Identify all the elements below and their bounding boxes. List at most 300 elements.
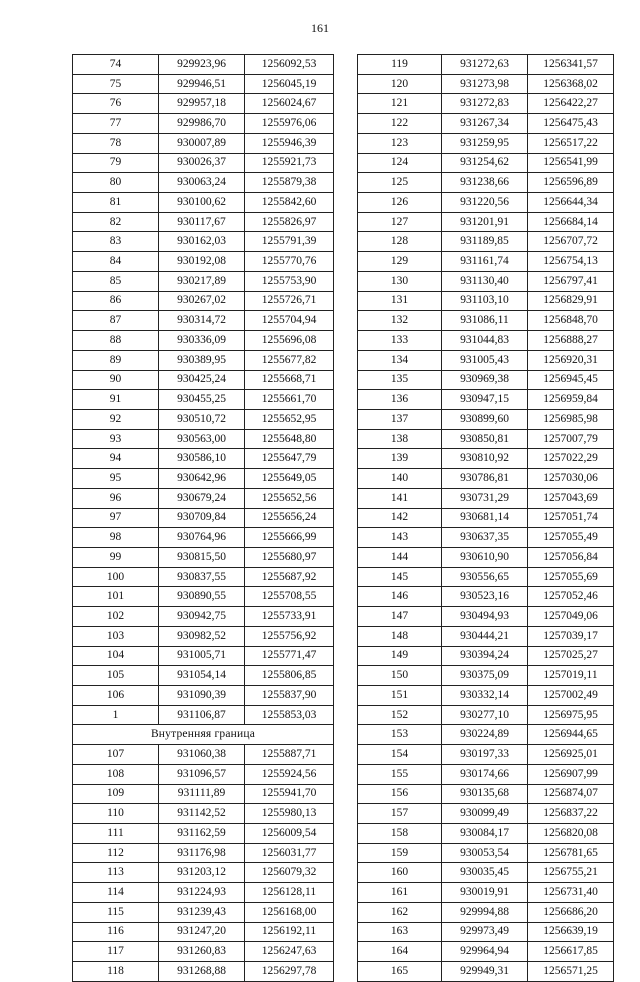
point-number-cell: 81 [73,193,159,213]
point-number-cell: 82 [73,212,159,232]
point-number-cell: 104 [73,646,159,666]
y-coordinate-cell: 1256541,99 [528,153,614,173]
point-number-cell: 131 [358,291,442,311]
table-row [358,863,614,883]
y-coordinate-cell: 1256684,14 [528,212,614,232]
table-row [358,271,614,291]
x-coordinate-cell: 930731,29 [442,488,528,508]
y-coordinate-cell: 1256754,13 [528,252,614,272]
x-coordinate-cell: 930063,24 [159,173,245,193]
y-coordinate-cell: 1255704,94 [245,311,334,331]
x-coordinate-cell: 931238,66 [442,173,528,193]
point-number-cell: 101 [73,587,159,607]
table-row [358,94,614,114]
x-coordinate-cell: 930890,55 [159,587,245,607]
table-row [358,370,614,390]
x-coordinate-cell: 929946,51 [159,74,245,94]
point-number-cell: 115 [73,902,159,922]
table-row [73,764,334,784]
x-coordinate-cell: 930709,84 [159,508,245,528]
table-row [358,429,614,449]
x-coordinate-cell: 930217,89 [159,271,245,291]
table-row [358,764,614,784]
point-number-cell: 132 [358,311,442,331]
point-number-cell: 106 [73,686,159,706]
table-row [73,922,334,942]
y-coordinate-cell: 1256639,19 [528,922,614,942]
table-row [358,291,614,311]
point-number-cell: 133 [358,331,442,351]
x-coordinate-cell: 930099,49 [442,804,528,824]
x-coordinate-cell: 930197,33 [442,745,528,765]
table-row [73,745,334,765]
x-coordinate-cell: 931086,11 [442,311,528,331]
x-coordinate-cell: 930810,92 [442,449,528,469]
table-row [73,666,334,686]
x-coordinate-cell: 930026,37 [159,153,245,173]
y-coordinate-cell: 1256368,02 [528,74,614,94]
table-row [358,587,614,607]
table-row [73,232,334,252]
y-coordinate-cell: 1255941,70 [245,784,334,804]
x-coordinate-cell: 930899,60 [442,409,528,429]
y-coordinate-cell: 1255648,80 [245,429,334,449]
point-number-cell: 109 [73,784,159,804]
point-number-cell: 149 [358,646,442,666]
y-coordinate-cell: 1255842,60 [245,193,334,213]
point-number-cell: 130 [358,271,442,291]
table-row [73,646,334,666]
x-coordinate-cell: 930224,89 [442,725,528,745]
y-coordinate-cell: 1256024,67 [245,94,334,114]
y-coordinate-cell: 1255791,39 [245,232,334,252]
point-number-cell: 89 [73,350,159,370]
x-coordinate-cell: 931247,20 [159,922,245,942]
x-coordinate-cell: 931254,62 [442,153,528,173]
y-coordinate-cell: 1256925,01 [528,745,614,765]
point-number-cell: 156 [358,784,442,804]
point-number-cell: 97 [73,508,159,528]
x-coordinate-cell: 930267,02 [159,291,245,311]
table-row [358,922,614,942]
x-coordinate-cell: 930969,38 [442,370,528,390]
y-coordinate-cell: 1256092,53 [245,55,334,75]
x-coordinate-cell: 930444,21 [442,626,528,646]
point-number-cell: 136 [358,390,442,410]
table-row [358,547,614,567]
x-coordinate-cell: 931060,38 [159,745,245,765]
y-coordinate-cell: 1257049,06 [528,607,614,627]
x-coordinate-cell: 931220,56 [442,193,528,213]
y-coordinate-cell: 1256517,22 [528,133,614,153]
x-coordinate-cell: 931267,34 [442,114,528,134]
x-coordinate-cell: 929923,96 [159,55,245,75]
point-number-cell: 142 [358,508,442,528]
table-row [73,114,334,134]
table-row [358,843,614,863]
x-coordinate-cell: 930586,10 [159,449,245,469]
x-coordinate-cell: 930019,91 [442,883,528,903]
x-coordinate-cell: 931054,14 [159,666,245,686]
y-coordinate-cell: 1256920,31 [528,350,614,370]
y-coordinate-cell: 1256848,70 [528,311,614,331]
y-coordinate-cell: 1256168,00 [245,902,334,922]
point-number-cell: 107 [73,745,159,765]
coordinates-table-left-body [73,55,334,982]
x-coordinate-cell: 930523,16 [442,587,528,607]
y-coordinate-cell: 1255687,92 [245,567,334,587]
table-row [73,94,334,114]
x-coordinate-cell: 930314,72 [159,311,245,331]
table-row [73,212,334,232]
x-coordinate-cell: 931130,40 [442,271,528,291]
point-number-cell: 78 [73,133,159,153]
x-coordinate-cell: 931273,98 [442,74,528,94]
y-coordinate-cell: 1255837,90 [245,686,334,706]
table-row [358,508,614,528]
point-number-cell: 135 [358,370,442,390]
point-number-cell: 152 [358,705,442,725]
table-row [73,488,334,508]
table-row [358,409,614,429]
x-coordinate-cell: 931096,57 [159,764,245,784]
y-coordinate-cell: 1257055,69 [528,567,614,587]
point-number-cell: 75 [73,74,159,94]
x-coordinate-cell: 930610,90 [442,547,528,567]
x-coordinate-cell: 930455,25 [159,390,245,410]
y-coordinate-cell: 1255726,71 [245,291,334,311]
point-number-cell: 157 [358,804,442,824]
x-coordinate-cell: 930637,35 [442,528,528,548]
point-number-cell: 88 [73,331,159,351]
point-number-cell: 164 [358,942,442,962]
x-coordinate-cell: 930679,24 [159,488,245,508]
point-number-cell: 77 [73,114,159,134]
table-row [73,193,334,213]
table-row [73,942,334,962]
x-coordinate-cell: 930510,72 [159,409,245,429]
point-number-cell: 99 [73,547,159,567]
table-row [73,686,334,706]
x-coordinate-cell: 930035,45 [442,863,528,883]
point-number-cell: 94 [73,449,159,469]
point-number-cell: 163 [358,922,442,942]
table-row [73,567,334,587]
x-coordinate-cell: 931201,91 [442,212,528,232]
y-coordinate-cell: 1255770,76 [245,252,334,272]
x-coordinate-cell: 930100,62 [159,193,245,213]
page-number: 161 [311,21,329,35]
point-number-cell: 117 [73,942,159,962]
x-coordinate-cell: 930563,00 [159,429,245,449]
table-row [73,350,334,370]
table-row [358,725,614,745]
y-coordinate-cell: 1256617,85 [528,942,614,962]
x-coordinate-cell: 931189,85 [442,232,528,252]
y-coordinate-cell: 1255649,05 [245,469,334,489]
table-row [358,745,614,765]
x-coordinate-cell: 930942,75 [159,607,245,627]
point-number-cell: 114 [73,883,159,903]
x-coordinate-cell: 930837,55 [159,567,245,587]
x-coordinate-cell: 930053,54 [442,843,528,863]
y-coordinate-cell: 1255879,38 [245,173,334,193]
y-coordinate-cell: 1256422,27 [528,94,614,114]
point-number-cell: 129 [358,252,442,272]
coordinates-table-right-body [358,55,614,982]
x-coordinate-cell: 931161,74 [442,252,528,272]
x-coordinate-cell: 931044,83 [442,331,528,351]
point-number-cell: 116 [73,922,159,942]
x-coordinate-cell: 931111,89 [159,784,245,804]
x-coordinate-cell: 930336,09 [159,331,245,351]
point-number-cell: 118 [73,962,159,982]
table-row [358,686,614,706]
table-row [73,55,334,75]
point-number-cell: 91 [73,390,159,410]
y-coordinate-cell: 1256829,91 [528,291,614,311]
x-coordinate-cell: 930786,81 [442,469,528,489]
table-row [73,133,334,153]
table-row [358,311,614,331]
table-row [73,252,334,272]
table-row [73,331,334,351]
section-header-row [73,725,334,745]
table-row [358,153,614,173]
table-row [358,705,614,725]
y-coordinate-cell: 1255976,06 [245,114,334,134]
y-coordinate-cell: 1257056,84 [528,547,614,567]
y-coordinate-cell: 1255806,85 [245,666,334,686]
x-coordinate-cell: 931103,10 [442,291,528,311]
y-coordinate-cell: 1256596,89 [528,173,614,193]
point-number-cell: 153 [358,725,442,745]
point-number-cell: 124 [358,153,442,173]
point-number-cell: 93 [73,429,159,449]
point-number-cell: 147 [358,607,442,627]
y-coordinate-cell: 1255921,73 [245,153,334,173]
point-number-cell: 85 [73,271,159,291]
point-number-cell: 112 [73,843,159,863]
y-coordinate-cell: 1255946,39 [245,133,334,153]
y-coordinate-cell: 1256686,20 [528,902,614,922]
x-coordinate-cell: 930425,24 [159,370,245,390]
table-row [358,942,614,962]
x-coordinate-cell: 930850,81 [442,429,528,449]
y-coordinate-cell: 1257022,29 [528,449,614,469]
x-coordinate-cell: 931239,43 [159,902,245,922]
y-coordinate-cell: 1256031,77 [245,843,334,863]
x-coordinate-cell: 931005,43 [442,350,528,370]
point-number-cell: 155 [358,764,442,784]
table-row [73,173,334,193]
x-coordinate-cell: 931176,98 [159,843,245,863]
x-coordinate-cell: 931106,87 [159,705,245,725]
table-row [73,626,334,646]
point-number-cell: 95 [73,469,159,489]
x-coordinate-cell: 931272,63 [442,55,528,75]
point-number-cell: 122 [358,114,442,134]
x-coordinate-cell: 931090,39 [159,686,245,706]
table-row [73,587,334,607]
y-coordinate-cell: 1257007,79 [528,429,614,449]
y-coordinate-cell: 1256247,63 [245,942,334,962]
table-row [358,133,614,153]
point-number-cell: 98 [73,528,159,548]
y-coordinate-cell: 1255652,95 [245,409,334,429]
y-coordinate-cell: 1256874,07 [528,784,614,804]
y-coordinate-cell: 1255647,79 [245,449,334,469]
x-coordinate-cell: 930642,96 [159,469,245,489]
table-row [358,567,614,587]
y-coordinate-cell: 1255826,97 [245,212,334,232]
table-row [358,804,614,824]
table-row [358,528,614,548]
point-number-cell: 120 [358,74,442,94]
point-number-cell: 165 [358,962,442,982]
point-number-cell: 150 [358,666,442,686]
x-coordinate-cell: 931162,59 [159,824,245,844]
x-coordinate-cell: 930084,17 [442,824,528,844]
x-coordinate-cell: 930394,24 [442,646,528,666]
y-coordinate-cell: 1257030,06 [528,469,614,489]
y-coordinate-cell: 1255666,99 [245,528,334,548]
x-coordinate-cell: 930389,95 [159,350,245,370]
y-coordinate-cell: 1256945,45 [528,370,614,390]
point-number-cell: 1 [73,705,159,725]
table-row [73,153,334,173]
y-coordinate-cell: 1256009,54 [245,824,334,844]
y-coordinate-cell: 1256571,25 [528,962,614,982]
point-number-cell: 83 [73,232,159,252]
y-coordinate-cell: 1256192,11 [245,922,334,942]
point-number-cell: 110 [73,804,159,824]
x-coordinate-cell: 931260,83 [159,942,245,962]
y-coordinate-cell: 1255661,70 [245,390,334,410]
table-row [73,843,334,863]
x-coordinate-cell: 929957,18 [159,94,245,114]
point-number-cell: 141 [358,488,442,508]
x-coordinate-cell: 931203,12 [159,863,245,883]
y-coordinate-cell: 1256975,95 [528,705,614,725]
table-row [73,547,334,567]
table-row [73,824,334,844]
y-coordinate-cell: 1255980,13 [245,804,334,824]
x-coordinate-cell: 929949,31 [442,962,528,982]
point-number-cell: 84 [73,252,159,272]
table-row [73,902,334,922]
x-coordinate-cell: 930117,67 [159,212,245,232]
y-coordinate-cell: 1256475,43 [528,114,614,134]
point-number-cell: 74 [73,55,159,75]
point-number-cell: 126 [358,193,442,213]
point-number-cell: 148 [358,626,442,646]
point-number-cell: 86 [73,291,159,311]
table-row [358,350,614,370]
y-coordinate-cell: 1257039,17 [528,626,614,646]
y-coordinate-cell: 1257025,27 [528,646,614,666]
point-number-cell: 87 [73,311,159,331]
y-coordinate-cell: 1256888,27 [528,331,614,351]
table-row [358,55,614,75]
table-row [358,331,614,351]
point-number-cell: 139 [358,449,442,469]
section-header-cell: Внутренняя граница [73,725,334,745]
table-row [73,311,334,331]
point-number-cell: 137 [358,409,442,429]
coordinates-table-left [72,54,334,982]
y-coordinate-cell: 1256707,72 [528,232,614,252]
point-number-cell: 108 [73,764,159,784]
y-coordinate-cell: 1255652,56 [245,488,334,508]
point-number-cell: 96 [73,488,159,508]
x-coordinate-cell: 931224,93 [159,883,245,903]
x-coordinate-cell: 930192,08 [159,252,245,272]
x-coordinate-cell: 930764,96 [159,528,245,548]
point-number-cell: 90 [73,370,159,390]
point-number-cell: 119 [358,55,442,75]
point-number-cell: 111 [73,824,159,844]
x-coordinate-cell: 930332,14 [442,686,528,706]
table-row [358,252,614,272]
y-coordinate-cell: 1255708,55 [245,587,334,607]
y-coordinate-cell: 1256128,11 [245,883,334,903]
point-number-cell: 123 [358,133,442,153]
table-row [73,291,334,311]
table-row [358,193,614,213]
table-row [73,409,334,429]
point-number-cell: 138 [358,429,442,449]
x-coordinate-cell: 931268,88 [159,962,245,982]
table-row [73,508,334,528]
point-number-cell: 121 [358,94,442,114]
y-coordinate-cell: 1256755,21 [528,863,614,883]
x-coordinate-cell: 930375,09 [442,666,528,686]
table-row [358,469,614,489]
x-coordinate-cell: 931272,83 [442,94,528,114]
point-number-cell: 160 [358,863,442,883]
y-coordinate-cell: 1257043,69 [528,488,614,508]
y-coordinate-cell: 1256781,65 [528,843,614,863]
point-number-cell: 143 [358,528,442,548]
table-row [73,804,334,824]
table-row [358,232,614,252]
y-coordinate-cell: 1255680,97 [245,547,334,567]
table-row [73,390,334,410]
point-number-cell: 151 [358,686,442,706]
point-number-cell: 102 [73,607,159,627]
point-number-cell: 103 [73,626,159,646]
point-number-cell: 127 [358,212,442,232]
y-coordinate-cell: 1257055,49 [528,528,614,548]
point-number-cell: 80 [73,173,159,193]
x-coordinate-cell: 930815,50 [159,547,245,567]
table-row [73,528,334,548]
point-number-cell: 159 [358,843,442,863]
point-number-cell: 158 [358,824,442,844]
y-coordinate-cell: 1255756,92 [245,626,334,646]
point-number-cell: 76 [73,94,159,114]
y-coordinate-cell: 1257002,49 [528,686,614,706]
x-coordinate-cell: 930277,10 [442,705,528,725]
table-row [358,962,614,982]
x-coordinate-cell: 931005,71 [159,646,245,666]
point-number-cell: 113 [73,863,159,883]
point-number-cell: 140 [358,469,442,489]
point-number-cell: 125 [358,173,442,193]
table-row [358,488,614,508]
table-row [73,271,334,291]
